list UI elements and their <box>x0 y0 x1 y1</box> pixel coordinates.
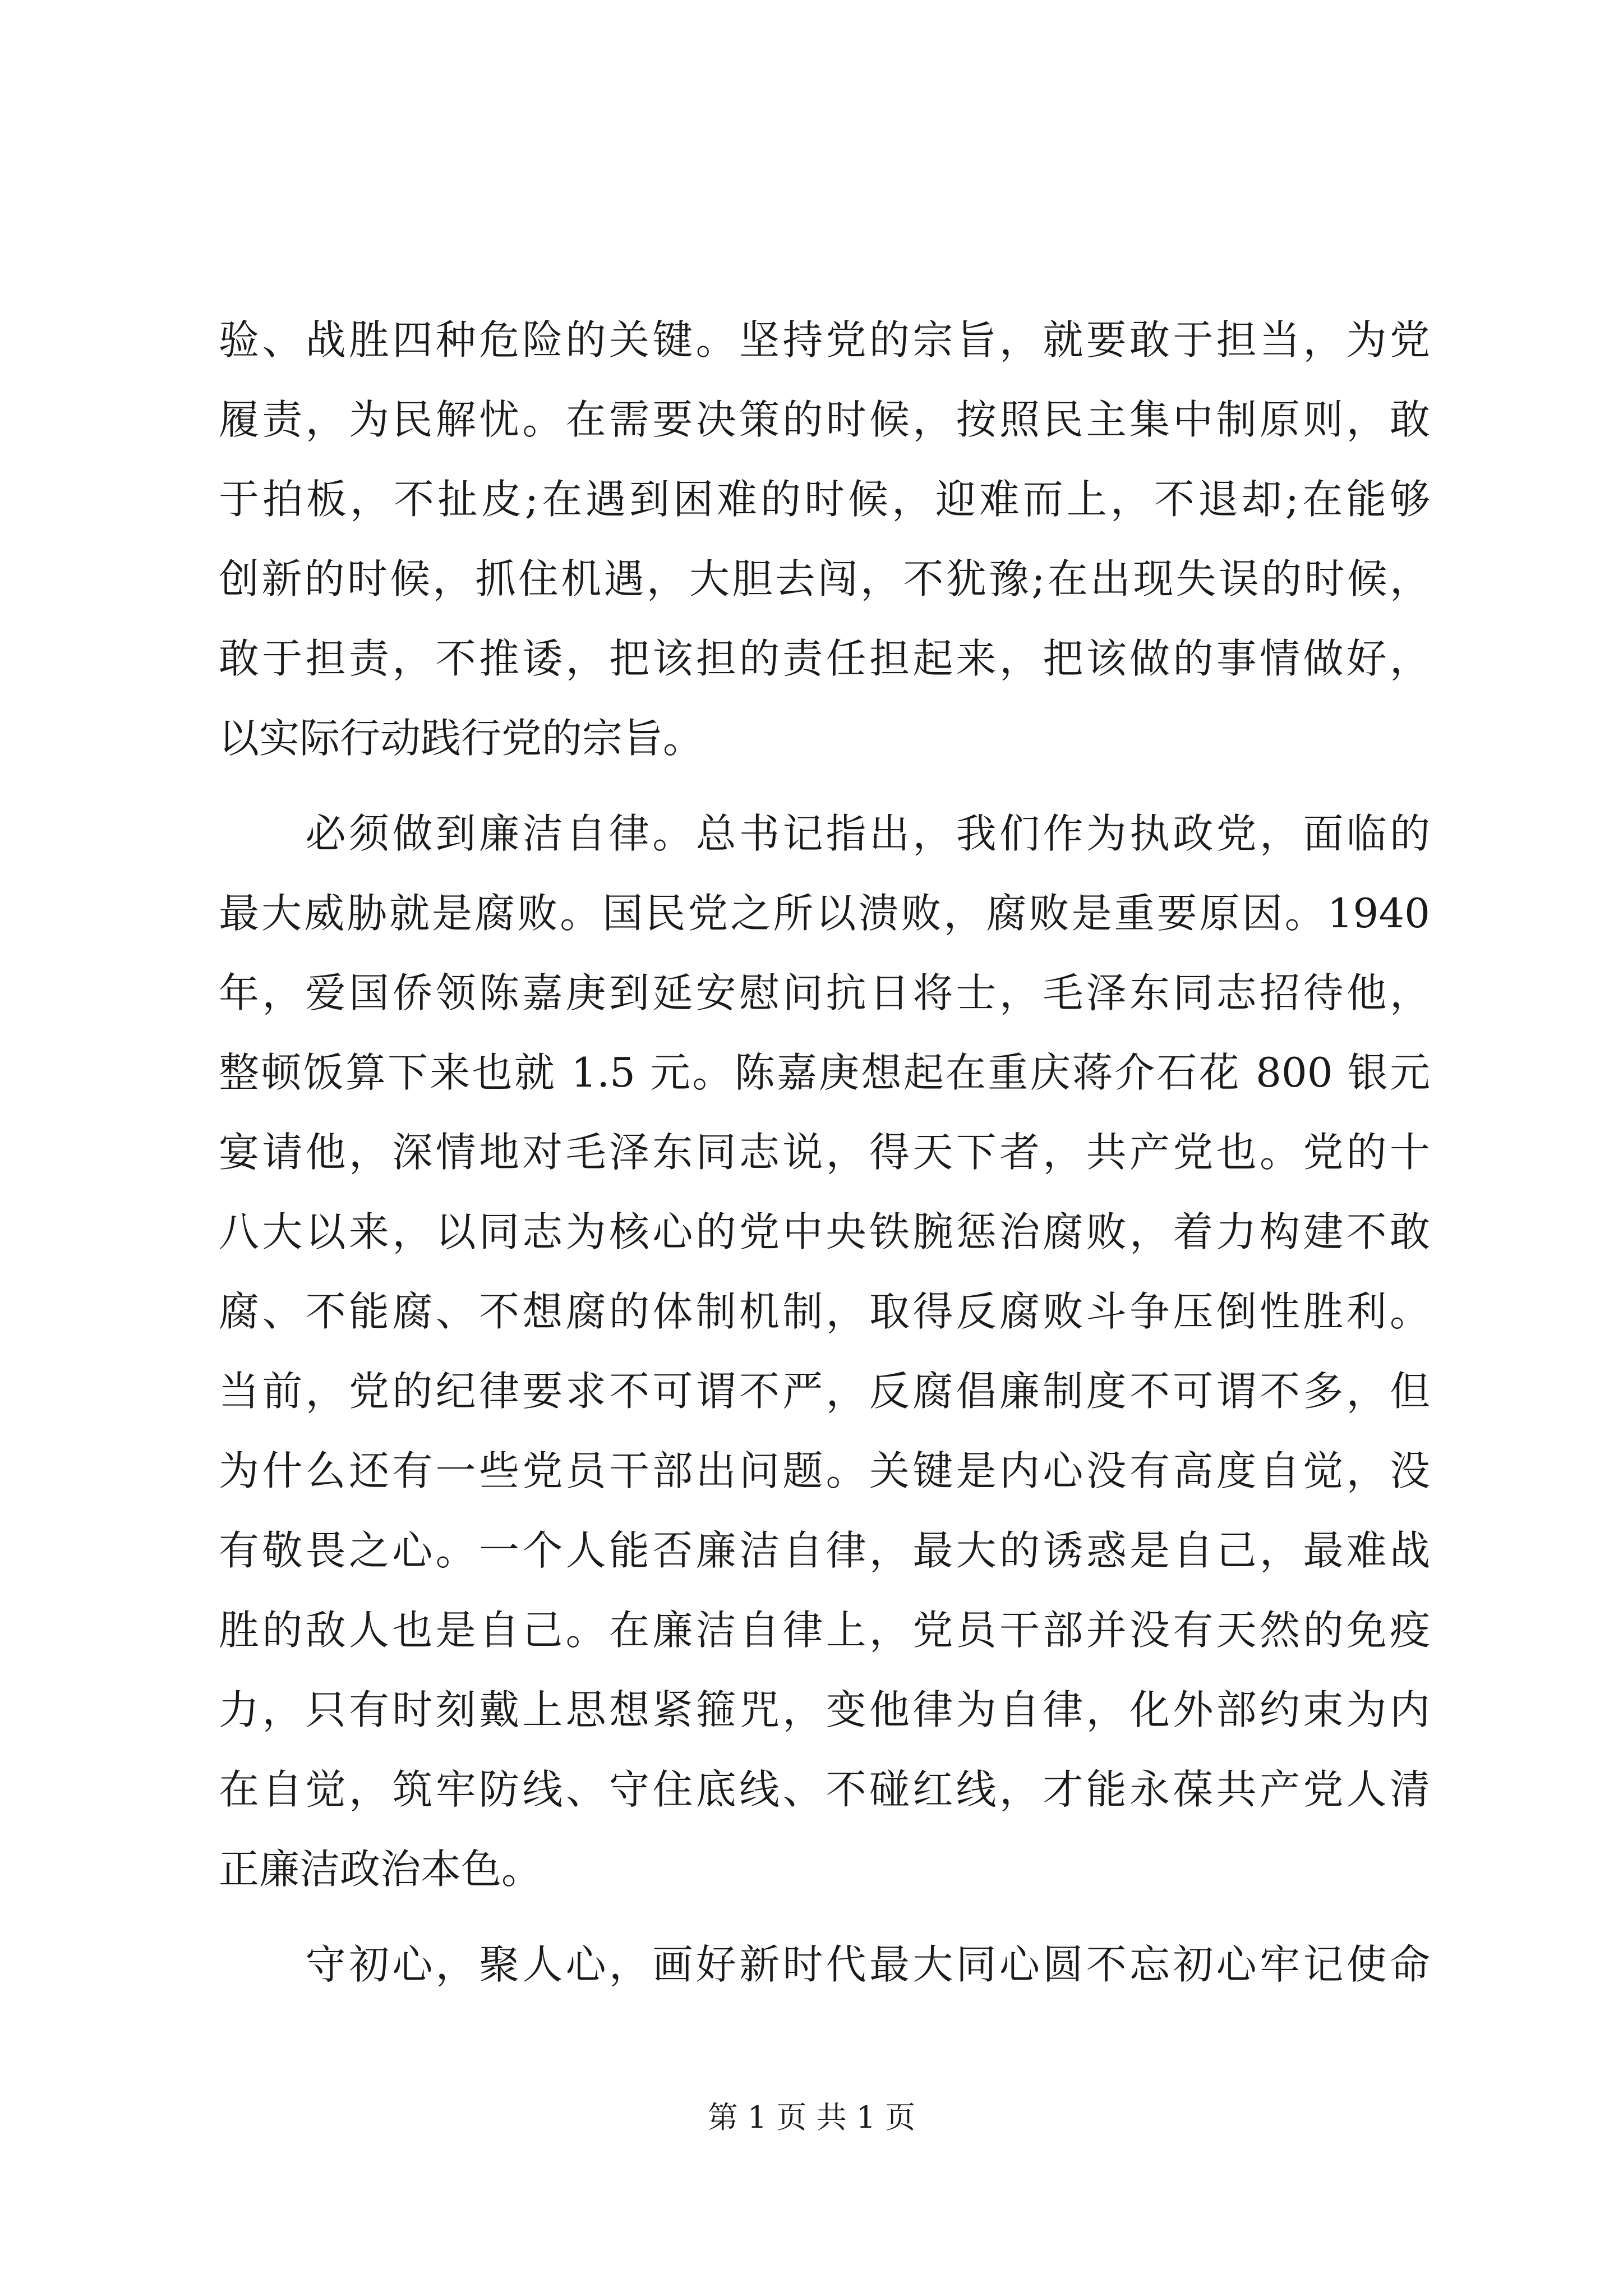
text-line: 敢于担责，不推诿，把该担的责任担起来，把该做的事情做好， <box>219 635 1430 682</box>
text-line: 在自觉，筑牢防线、守住底线、不碰红线，才能永葆共产党人清 <box>219 1766 1430 1813</box>
text-line: 年，爱国侨领陈嘉庚到延安慰问抗日将士，毛泽东同志招待他， <box>219 969 1430 1016</box>
paragraph-2 <box>219 794 1430 1909</box>
text-line: 宴请他，深情地对毛泽东同志说，得天下者，共产党也。党的十 <box>219 1129 1430 1176</box>
text-line: 力，只有时刻戴上思想紧箍咒，变他律为自律，化外部约束为内 <box>219 1686 1430 1733</box>
text-line: 腐、不能腐、不想腐的体制机制，取得反腐败斗争压倒性胜利。 <box>219 1288 1430 1335</box>
page-number-footer: 第 1 页 共 1 页 <box>707 2100 916 2135</box>
text-line: 最大威胁就是腐败。国民党之所以溃败，腐败是重要原因。1940 <box>219 890 1430 937</box>
paragraph-spacer <box>219 1909 1430 1925</box>
paragraph-spacer <box>219 778 1430 794</box>
text-line: 八大以来，以同志为核心的党中央铁腕惩治腐败，着力构建不敢 <box>219 1208 1430 1255</box>
text-line: 整顿饭算下来也就 1.5 元。陈嘉庚想起在重庆蒋介石花 800 银元 <box>219 1049 1430 1096</box>
text-line: 守初心，聚人心，画好新时代最大同心圆不忘初心牢记使命 <box>219 1941 1430 1988</box>
text-line: 履责，为民解忧。在需要决策的时候，按照民主集中制原则，敢 <box>219 396 1430 443</box>
text-line: 有敬畏之心。一个人能否廉洁自律，最大的诱惑是自己，最难战 <box>219 1527 1430 1574</box>
paragraph-3 <box>219 1925 1430 2004</box>
text-line: 当前，党的纪律要求不可谓不严，反腐倡廉制度不可谓不多，但 <box>219 1368 1430 1415</box>
text-line: 创新的时候，抓住机遇，大胆去闯，不犹豫;在出现失误的时候， <box>219 555 1430 602</box>
text-line: 验、战胜四种危险的关键。坚持党的宗旨，就要敢于担当，为党 <box>219 316 1430 364</box>
text-line: 正廉洁政治本色。 <box>219 1846 542 1893</box>
paragraph-1 <box>219 300 1430 778</box>
text-line: 为什么还有一些党员干部出问题。关键是内心没有高度自觉，没 <box>219 1447 1430 1494</box>
text-line: 必须做到廉洁自律。总书记指出，我们作为执政党，面临的 <box>219 810 1430 857</box>
text-line: 以实际行动践行党的宗旨。 <box>219 715 704 762</box>
text-line: 于拍板，不扯皮;在遇到困难的时候，迎难而上，不退却;在能够 <box>219 476 1430 523</box>
text-line: 胜的敌人也是自己。在廉洁自律上，党员干部并没有天然的免疫 <box>219 1607 1430 1654</box>
document-body <box>219 300 1430 2004</box>
